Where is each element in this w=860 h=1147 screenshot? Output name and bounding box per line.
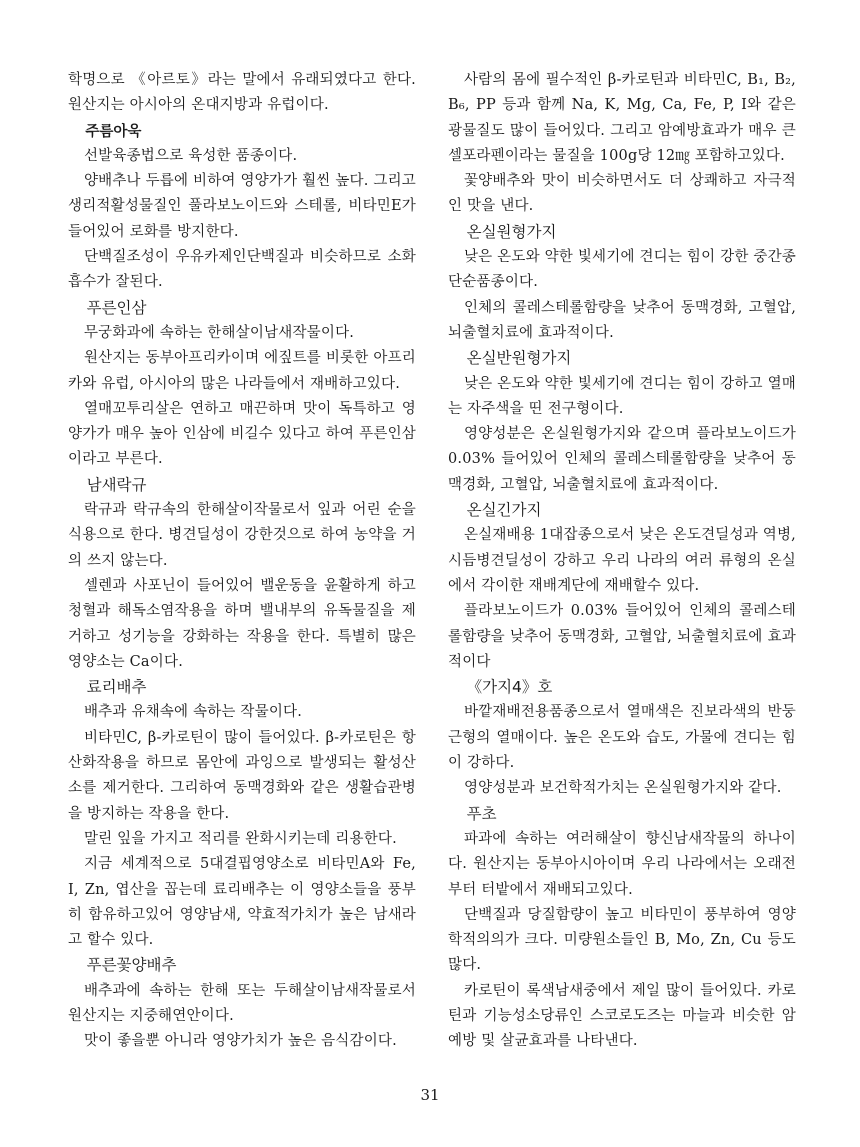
paragraph: 꽃양배추와 맛이 비슷하면서도 더 상쾌하고 자극적인 맛을 낸다. [448,173,796,215]
section-heading: 푸초 [466,804,497,823]
paragraph: 배추과 유채속에 속하는 작물이다. [83,704,303,721]
paragraph: 양배추나 두릅에 비하여 영양가가 훨씬 높다. 그리고 생리적활성물질인 풀라보노이드와 스테롤, 비타민E가 들어있어 로화를 방지한다. [68,173,416,240]
section-heading: 푸른꽃양배추 [86,956,177,975]
section-heading: 주름아욱 [85,122,142,140]
section-heading: 온실긴가지 [466,501,542,520]
paragraph: 무궁화과에 속하는 한해살이남새작물이다. [83,324,355,341]
paragraph: 단백질조성이 우유카제인단백질과 비슷하므로 소화흡수가 잘된다. [68,249,416,291]
paragraph: 낮은 온도와 약한 빛세기에 견디는 힘이 강하고 열매는 자주색을 띤 전구형이다. [448,375,796,417]
section-heading: 남새락규 [86,475,147,494]
paragraph: 단백질과 당질함량이 높고 비타민이 풍부하여 영양학적의의가 크다. 미량원소들인 B, Mo, Zn, Cu 등도 많다. [448,906,796,974]
paragraph: 말린 잎을 가지고 적리를 완화시키는데 리용한다. [83,830,397,847]
paragraph: 낮은 온도와 약한 빛세기에 견디는 힘이 강한 중간종 단순품종이다. [448,249,796,291]
paragraph: 바깥재배전용품종으로서 열매색은 진보라색의 반둥근형의 열매이다. 높은 온도와 습도, 가물에 견디는 힘이 강하다. [448,704,796,772]
paragraph: 락규과 락규속의 한해살이작물로서 잎과 어린 순을 식용으로 한다. 병견딜성이 강한것으로 하여 농약을 거의 쓰지 않는다. [68,502,416,569]
paragraph: 열매꼬투리살은 연하고 매끈하며 맛이 독특하고 영양가가 매우 높아 인삼에 비길수 있다고 하여 푸른인삼이라고 부른다. [68,400,416,468]
section-heading: 푸른인삼 [86,298,147,317]
paragraph: 셀렌과 사포닌이 들어있어 밸운동을 윤활하게 하고 청혈과 해독소염작용을 하며 밸내부의 유독물질을 제거하고 성기능을 강화하는 작용을 한다. 특별히 많은 영양소는 Ca이다. [68,577,416,670]
paragraph: 학명으로 《아르토》라는 말에서 유래되였다고 한다. 원산지는 아시아의 온대지방과 유럽이다. [68,72,416,114]
page-number: 31 [420,1086,440,1104]
section-heading: 《가지4》호 [466,678,553,697]
left-column [68,68,416,1055]
paragraph: 사람의 몸에 필수적인 β-카로틴과 비타민C, B₁, B₂, B₆, PP 등과 함께 Na, K, Mg, Ca, Fe, P, I와 같은 광물질도 많이 들어있다. 그리고 암예방효과가 매우 큰 셀포라펜이라는 물질을 100g당 12㎎ 포함하고있다. [448,72,796,164]
paragraph: 인체의 콜레스테롤함량을 낮추어 동맥경화, 고혈압, 뇌출혈치료에 효과적이다. [448,299,796,341]
paragraph: 영양성분과 보건학적가치는 온실원형가지와 같다. [463,780,782,797]
right-column [448,68,796,1055]
paragraph: 원산지는 동부아프리카이며 에짚트를 비롯한 아프리카와 유럽, 아시아의 많은 나라들에서 재배하고있다. [68,350,416,392]
paragraph: 온실재배용 1대잡종으로서 낮은 온도견딜성과 역병, 시듬병견딜성이 강하고 우리 나라의 여러 류형의 온실에서 각이한 재배계단에 재배할수 있다. [448,527,796,594]
section-heading: 온실원형가지 [466,222,557,241]
paragraph: 맛이 좋을뿐 아니라 영양가치가 높은 음식감이다. [83,1033,397,1050]
section-heading: 료리배추 [86,678,147,697]
paragraph: 영양성분은 온실원형가지와 같으며 플라보노이드가 0.03% 들어있어 인체의 콜레스테롤함량을 낮추어 동맥경화, 고혈압, 뇌출혈치료에 효과적이다. [448,426,796,493]
section-heading: 온실반원형가지 [466,349,572,368]
paragraph: 플라보노이드가 0.03% 들어있어 인체의 콜레스테롤함량을 낮추어 동맥경화, 고혈압, 뇌출혈치료에 효과적이다 [448,603,796,670]
paragraph: 파과에 속하는 여러해살이 향신남새작물의 하나이다. 원산지는 동부아시아이며 우리 나라에서는 오래전부터 터밭에서 재배되고있다. [448,830,796,898]
paragraph: 지금 세계적으로 5대결핍영양소로 비타민A와 Fe, I, Zn, 엽산을 꼽는데 료리배추는 이 영양소들을 풍부히 함유하고있어 영양남새, 약효적가치가 높은 남새라고 할수 있다. [68,856,416,949]
paragraph: 비타민C, β-카로틴이 많이 들어있다. β-카로틴은 항산화작용을 하므로 몸안에 과잉으로 발생되는 활성산소를 제거한다. 그리하여 동맥경화와 같은 생활습관병을 방지하는 작용을 한다. [68,729,416,822]
paragraph: 카로틴이 록색남새중에서 제일 많이 들어있다. 카로틴과 기능성소당류인 스코로도즈는 마늘과 비슷한 암예방 및 살균효과를 나타낸다. [448,982,796,1050]
paragraph: 선발육종법으로 육성한 품종이다. [83,147,298,164]
paragraph: 배추과에 속하는 한해 또는 두해살이남새작물로서 원산지는 지중해연안이다. [68,982,416,1024]
